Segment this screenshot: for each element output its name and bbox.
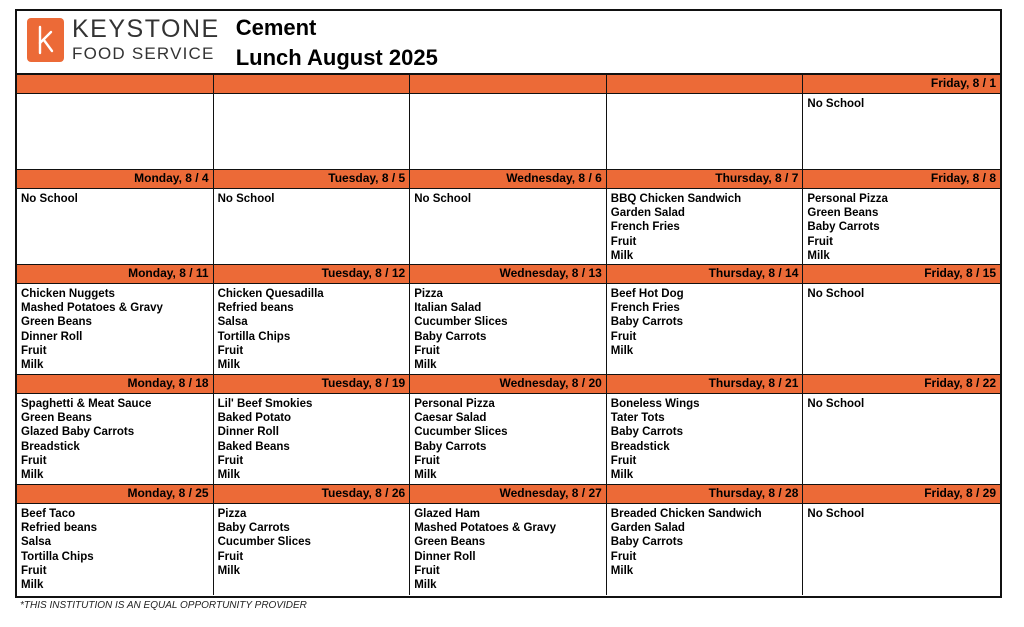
- menu-item: Fruit: [414, 564, 440, 577]
- menu-item: Personal Pizza: [807, 193, 888, 205]
- menu-item: Glazed Ham: [414, 508, 481, 520]
- menu-item: Chicken Quesadilla: [217, 288, 324, 300]
- day-header: Friday, 8 / 8: [803, 170, 1000, 189]
- day-menu-cell: [17, 189, 214, 265]
- menu-item: No School: [807, 398, 865, 410]
- menu-item: BBQ Chicken Sandwich: [610, 193, 742, 205]
- menu-item: Salsa: [217, 316, 248, 329]
- menu-item: Lil' Beef Smokies: [217, 398, 313, 410]
- menu-item: Mashed Potatoes & Gravy: [21, 302, 163, 315]
- menu-item: Fruit: [610, 550, 637, 563]
- day-header: Wednesday, 8 / 6: [410, 170, 607, 189]
- day-menu-cell: [214, 394, 411, 485]
- day-menu-cell: [410, 189, 607, 265]
- day-menu-cell: [410, 394, 607, 485]
- menu-item: Cucumber Slices: [414, 316, 508, 329]
- menu-item: Milk: [610, 249, 634, 262]
- menu-item: Green Beans: [414, 536, 486, 549]
- menu-item: Milk: [610, 344, 634, 357]
- day-header: Thursday, 8 / 21: [607, 375, 804, 394]
- menu-item: Refried beans: [217, 302, 294, 315]
- day-header: Monday, 8 / 4: [17, 170, 214, 189]
- menu-item: Baby Carrots: [610, 536, 684, 549]
- menu-item: Baked Potato: [217, 412, 292, 425]
- menu-item: Fruit: [217, 454, 244, 467]
- menu-item: Milk: [21, 359, 44, 372]
- menu-item: Baby Carrots: [807, 221, 880, 234]
- menu-item: Cucumber Slices: [414, 426, 508, 439]
- menu-item: Dinner Roll: [21, 330, 83, 343]
- day-header: Friday, 8 / 1: [803, 75, 1000, 94]
- day-header: Friday, 8 / 29: [803, 485, 1000, 504]
- day-menu-cell: [17, 284, 214, 375]
- day-header: Thursday, 8 / 7: [607, 170, 804, 189]
- menu-item: Milk: [21, 469, 44, 482]
- day-header: Thursday, 8 / 28: [607, 485, 804, 504]
- menu-item: Tortilla Chips: [217, 330, 291, 343]
- day-menu-cell: [803, 284, 1000, 375]
- day-menu-cell: [607, 284, 804, 375]
- menu-item: Milk: [217, 359, 240, 372]
- day-menu-cell: [803, 394, 1000, 485]
- menu-item: No School: [807, 98, 865, 110]
- menu-item: Cucumber Slices: [217, 536, 311, 549]
- menu-item: Milk: [217, 564, 240, 577]
- menu-item: Baby Carrots: [610, 426, 684, 439]
- menu-item: Italian Salad: [414, 302, 482, 315]
- menu-item: Baby Carrots: [414, 330, 487, 343]
- menu-item: Refried beans: [21, 522, 98, 535]
- day-menu-cell: [803, 94, 1000, 170]
- menu-item: Personal Pizza: [414, 398, 495, 410]
- menu-item: No School: [807, 508, 865, 520]
- menu-sheet: [15, 9, 1002, 598]
- menu-item: Milk: [217, 469, 240, 482]
- menu-item: Milk: [807, 249, 830, 262]
- menu-item: Garden Salad: [610, 522, 685, 535]
- menu-item: Breaded Chicken Sandwich: [610, 508, 762, 520]
- footer-note: *THIS INSTITUTION IS AN EQUAL OPPORTUNITY PROVIDER: [20, 600, 307, 611]
- menu-item: No School: [414, 193, 472, 205]
- menu-item: Fruit: [414, 344, 440, 357]
- school-name: Cement: [235, 15, 317, 40]
- menu-item: No School: [217, 193, 275, 205]
- menu-title: Lunch August 2025: [235, 45, 438, 70]
- calendar-grid: [17, 75, 1000, 596]
- menu-item: Dinner Roll: [217, 426, 279, 439]
- menu-item: Breadstick: [21, 440, 80, 453]
- day-menu-cell: [410, 504, 607, 595]
- menu-item: Milk: [21, 579, 44, 592]
- menu-item: French Fries: [610, 302, 680, 315]
- menu-item: Fruit: [807, 235, 833, 248]
- menu-item: Garden Salad: [610, 207, 685, 220]
- menu-item: Fruit: [610, 235, 637, 248]
- day-menu-cell: [803, 189, 1000, 265]
- day-header: Thursday, 8 / 14: [607, 265, 804, 284]
- day-header: Friday, 8 / 22: [803, 375, 1000, 394]
- menu-item: Pizza: [414, 288, 443, 300]
- menu-item: No School: [21, 193, 78, 205]
- menu-item: Fruit: [610, 454, 637, 467]
- menu-item: Green Beans: [21, 316, 92, 329]
- menu-item: No School: [807, 288, 865, 300]
- day-menu-cell: [410, 284, 607, 375]
- day-menu-cell: [607, 394, 804, 485]
- day-menu-cell: [607, 189, 804, 265]
- day-header: Wednesday, 8 / 13: [410, 265, 607, 284]
- day-menu-cell: [214, 284, 411, 375]
- day-menu-cell: [214, 189, 411, 265]
- logo-line1: KEYSTONE: [72, 15, 220, 43]
- day-menu-cell: [214, 94, 411, 170]
- menu-item: Beef Taco: [21, 508, 76, 520]
- menu-item: Beef Hot Dog: [610, 288, 684, 300]
- menu-item: Fruit: [21, 454, 47, 467]
- day-header: Tuesday, 8 / 5: [214, 170, 411, 189]
- menu-item: Salsa: [21, 536, 52, 549]
- day-menu-cell: [410, 94, 607, 170]
- day-menu-cell: [17, 394, 214, 485]
- menu-item: Spaghetti & Meat Sauce: [21, 398, 152, 410]
- menu-item: Caesar Salad: [414, 412, 487, 425]
- day-menu-cell: [214, 504, 411, 595]
- day-header: Monday, 8 / 25: [17, 485, 214, 504]
- day-header: Tuesday, 8 / 26: [214, 485, 411, 504]
- day-menu-cell: [607, 94, 804, 170]
- menu-item: Pizza: [217, 508, 247, 520]
- menu-item: Fruit: [21, 344, 47, 357]
- day-header: Monday, 8 / 11: [17, 265, 214, 284]
- menu-item: Baby Carrots: [217, 522, 290, 535]
- day-menu-cell: [607, 504, 804, 595]
- day-header: Wednesday, 8 / 27: [410, 485, 607, 504]
- menu-item: Tater Tots: [610, 412, 665, 425]
- day-header: Monday, 8 / 18: [17, 375, 214, 394]
- menu-item: Fruit: [414, 454, 440, 467]
- day-menu-cell: [17, 504, 214, 595]
- day-header: Tuesday, 8 / 19: [214, 375, 411, 394]
- day-menu-cell: [803, 504, 1000, 595]
- menu-item: Tortilla Chips: [21, 550, 94, 563]
- menu-item: Baked Beans: [217, 440, 290, 453]
- menu-item: Mashed Potatoes & Gravy: [414, 522, 557, 535]
- menu-item: Fruit: [21, 564, 47, 577]
- menu-item: Fruit: [217, 550, 244, 563]
- keystone-k-icon: [27, 18, 64, 62]
- menu-item: Baby Carrots: [414, 440, 487, 453]
- day-header: [214, 75, 411, 94]
- menu-item: Milk: [414, 469, 437, 482]
- menu-item: Milk: [414, 579, 437, 592]
- menu-item: Chicken Nuggets: [21, 288, 115, 300]
- menu-item: French Fries: [610, 221, 680, 234]
- menu-item: Fruit: [610, 330, 637, 343]
- day-header: Wednesday, 8 / 20: [410, 375, 607, 394]
- day-header: Friday, 8 / 15: [803, 265, 1000, 284]
- menu-item: Breadstick: [610, 440, 670, 453]
- day-header: [17, 75, 214, 94]
- menu-item: Milk: [610, 564, 634, 577]
- menu-header: [17, 11, 1000, 75]
- menu-item: Milk: [414, 359, 437, 372]
- day-menu-cell: [17, 94, 214, 170]
- menu-item: Baby Carrots: [610, 316, 684, 329]
- day-header: Tuesday, 8 / 12: [214, 265, 411, 284]
- keystone-logo: [27, 17, 220, 62]
- day-header: [410, 75, 607, 94]
- menu-item: Green Beans: [807, 207, 879, 220]
- menu-titles: [236, 14, 438, 72]
- menu-item: Dinner Roll: [414, 550, 476, 563]
- day-header: [607, 75, 804, 94]
- menu-item: Green Beans: [21, 412, 92, 425]
- logo-line2: FOOD SERVICE: [72, 44, 215, 63]
- menu-item: Fruit: [217, 344, 244, 357]
- menu-item: Boneless Wings: [610, 398, 700, 410]
- menu-item: Glazed Baby Carrots: [21, 426, 135, 439]
- menu-item: Milk: [610, 469, 634, 482]
- logo-wordmark: [72, 17, 220, 62]
